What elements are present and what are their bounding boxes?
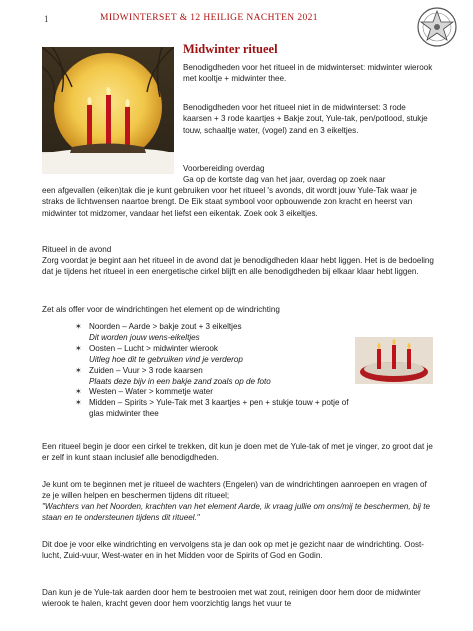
needed-in-set: Benodigdheden voor het ritueel in de midwinterset: midwinter wierook met kooltje + midwinter thee. bbox=[183, 63, 433, 84]
repeat-text: Dit doe je voor elke windrichting en vervolgens sta je dan ook op met je gezicht naar de windrichting. Oost-lucht, Zuid-vuur, West-water en in het Midden voor de Spirits of God en Godin. bbox=[42, 540, 424, 561]
list-item bbox=[75, 322, 365, 344]
evening-heading: Ritueel in de avond bbox=[42, 245, 112, 254]
star-bullet-icon: ✶ bbox=[75, 322, 82, 331]
star-bullet-icon: ✶ bbox=[75, 365, 82, 375]
direction-main: Midden – Spirits > Yule-Tak met 3 kaartjes + pen + stukje touw + potje of glas midwinter thee bbox=[89, 398, 349, 419]
offer-intro: Zet als offer voor de windrichtingen het element op de windrichting bbox=[42, 305, 280, 314]
star-bullet-icon: ✶ bbox=[75, 387, 82, 397]
prep-text-full: een afgevallen (eiken)tak die je kunt gebruiken voor het ritueel 's avonds, dit wordt jouw Yule-Tak waar je straks de lichtwensen naartoe brengt. De Eik staat symbool voor opbouwende zon kracht en heerst van midwinter tot midzomer, vandaar het liefst een eikentak. Zoek ook 3 eikeltjes. bbox=[42, 186, 417, 218]
list-item bbox=[75, 387, 365, 398]
direction-main: Westen – Water > kommetje water bbox=[89, 387, 213, 397]
list-item bbox=[75, 398, 365, 420]
direction-main: Noorden – Aarde > bakje zout + 3 eikeltjes bbox=[89, 322, 242, 331]
direction-main: Zuiden – Vuur > 3 rode kaarsen bbox=[89, 365, 203, 375]
direction-sub: Uitleg hoe dit te gebruiken vind je verderop bbox=[89, 354, 243, 364]
yule-text: Dan kun je de Yule-tak aarden door hem te bestrooien met wat zout, reinigen door hem door de midwinter wierook te halen, kracht geven door hem voorzichtig langs het vuur te bbox=[42, 588, 421, 609]
section-title: Midwinter ritueel bbox=[183, 42, 278, 56]
prep-text-right: Ga op de kortste dag van het jaar, overdag op zoek naar bbox=[183, 175, 386, 184]
page-number: 1 bbox=[44, 14, 49, 24]
star-bullet-icon: ✶ bbox=[75, 398, 82, 408]
guardians-quote: "Wachters van het Noorden, krachten van het element Aarde, ik vraag jullie om ons/mij te beschermen, bij te staan en te ondersteunen tijdens dit ritueel." bbox=[42, 502, 430, 523]
direction-main: Oosten – Lucht > midwinter wierook bbox=[89, 343, 218, 353]
circle-text: Een ritueel begin je door een cirkel te trekken, dit kun je doen met de Yule-tak of met je vinger, zo groot dat je er zelf in kunt staan inclusief alle benodigdheden. bbox=[42, 442, 433, 463]
directions-list bbox=[75, 322, 365, 420]
candles-in-sand-image bbox=[355, 337, 433, 384]
star-emblem-icon bbox=[416, 6, 458, 48]
star-bullet-icon: ✶ bbox=[75, 343, 82, 353]
direction-sub: Dit worden jouw wens-eikeltjes bbox=[89, 332, 200, 342]
list-item bbox=[75, 366, 365, 388]
prep-heading: Voorbereiding overdag bbox=[183, 164, 265, 173]
direction-sub: Plaats deze bijv in een bakje zand zoals op de foto bbox=[89, 376, 271, 386]
guardians-text: Je kunt om te beginnen met je ritueel de wachters (Engelen) van de windrichtingen aanroepen en vragen of ze je willen helpen en beschermen tijdens dit ritueel; bbox=[42, 480, 427, 501]
list-item bbox=[75, 344, 365, 366]
midwinter-moon-candles-image bbox=[42, 47, 174, 174]
running-header: MIDWINTERSET & 12 HEILIGE NACHTEN 2021 bbox=[100, 13, 318, 23]
evening-text: Zorg voordat je begint aan het ritueel in de avond dat je benodigdheden klaar hebt liggen. Het is de bedoeling dat je tijdens het ritueel in een energetische cirkel blijft en alle benodigdheden bij elkaar klaar hebt liggen. bbox=[42, 256, 434, 277]
needed-not-in-set: Benodigdheden voor het ritueel niet in de midwinterset: 3 rode kaarsen + 3 rode kaartjes + Bakje zout, Yule-tak, pen/potlood, stukje touw, schaaltje water, (vogel) zand en 3 eikeltjes. bbox=[183, 103, 428, 135]
